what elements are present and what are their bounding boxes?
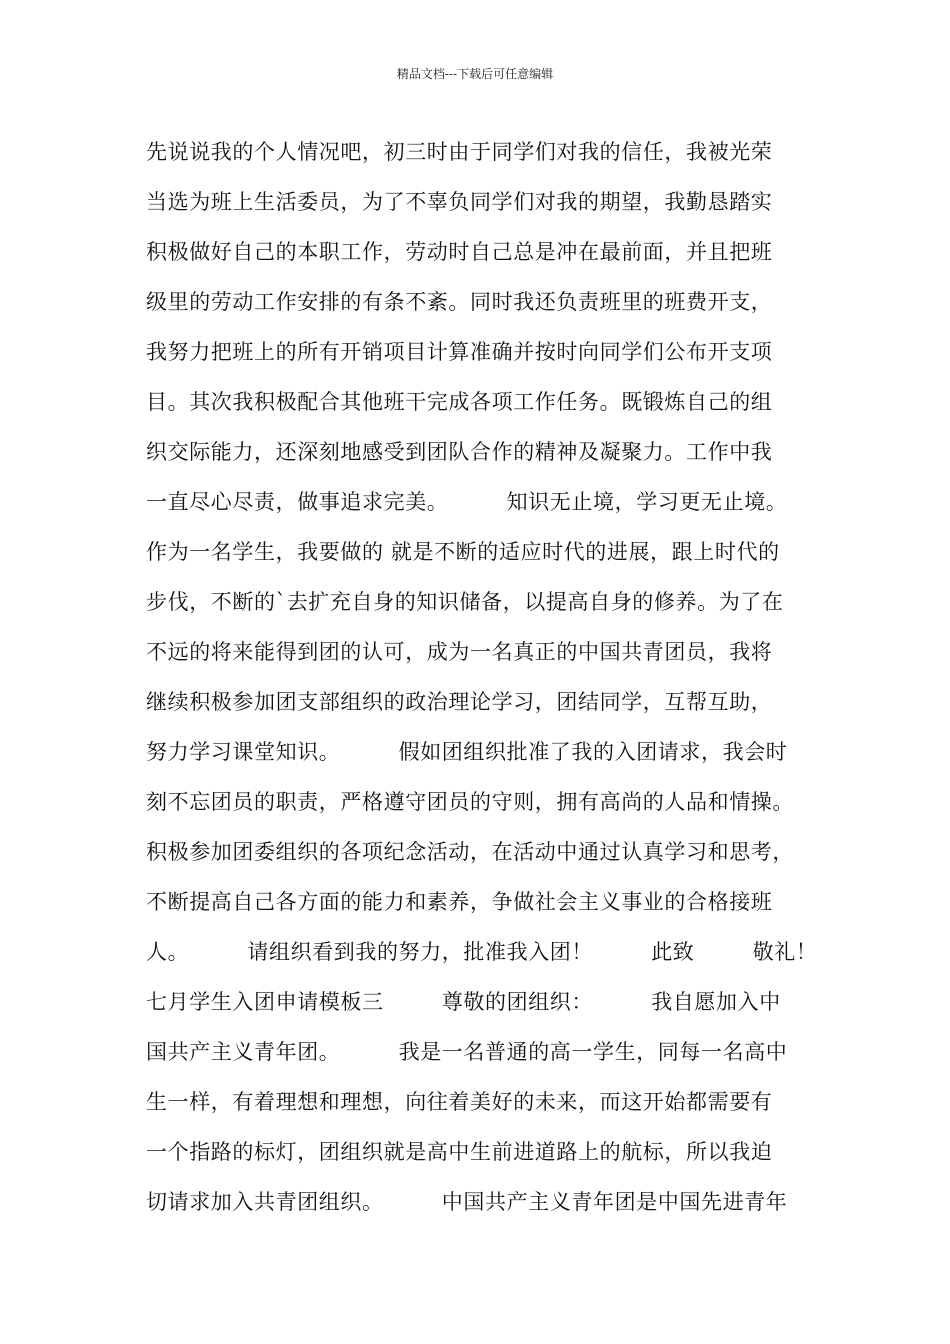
text-line: 切请求加入共青团组织。 中国共产主义青年团是中国先进青年 <box>146 1190 788 1214</box>
text-line: 一直尽心尽责，做事追求完美。 知识无止境，学习更无止境。 <box>146 490 788 514</box>
text-line: 努力学习课堂知识。 假如团组织批准了我的入团请求，我会时 <box>146 740 788 764</box>
text-line: 不远的将来能得到团的认可，成为一名真正的中国共青团员，我将 <box>146 640 773 664</box>
body-text <box>146 134 816 1234</box>
text-line: 当选为班上生活委员，为了不辜负同学们对我的期望，我勤恳踏实 <box>146 190 773 214</box>
text-line: 刻不忘团员的职责，严格遵守团员的守则，拥有高尚的人品和情操。 <box>146 790 794 814</box>
text-line: 作为一名学生，我要做的 就是不断的适应时代的进展，跟上时代的 <box>146 540 780 564</box>
text-line: 级里的劳动工作安排的有条不紊。同时我还负责班里的班费开支， <box>146 290 773 314</box>
text-line: 国共产主义青年团。 我是一名普通的高一学生，同每一名高中 <box>146 1040 788 1064</box>
text-line: 继续积极参加团支部组织的政治理论学习，团结同学，互帮互助， <box>146 690 773 714</box>
page-header: 精品文档---下载后可任意编辑 <box>396 67 554 81</box>
text-line: 积极参加团委组织的各项纪念活动，在活动中通过认真学习和思考， <box>146 840 794 864</box>
text-line: 一个指路的标灯，团组织就是高中生前进道路上的航标，所以我迫 <box>146 1140 773 1164</box>
text-line: 我努力把班上的所有开销项目计算准确并按时向同学们公布开支项 <box>146 340 773 364</box>
text-line: 织交际能力，还深刻地感受到团队合作的精神及凝聚力。工作中我 <box>146 440 773 464</box>
text-line: 目。其次我积极配合其他班干完成各项工作任务。既锻炼自己的组 <box>146 390 773 414</box>
text-line: 步伐，不断的`去扩充自身的知识储备，以提高自身的修养。为了在 <box>146 590 784 614</box>
text-line: 先说说我的个人情况吧，初三时由于同学们对我的信任，我被光荣 <box>146 140 773 164</box>
text-line: 生一样，有着理想和理想，向往着美好的未来，而这开始都需要有 <box>146 1090 773 1114</box>
text-line: 人。 请组织看到我的努力，批准我入团！ 此致 敬礼！ <box>146 940 818 964</box>
text-line: 七月学生入团申请模板三 尊敬的团组织： 我自愿加入中 <box>146 990 781 1014</box>
text-line: 不断提高自己各方面的能力和素养，争做社会主义事业的合格接班 <box>146 890 773 914</box>
text-line: 积极做好自己的本职工作，劳动时自己总是冲在最前面，并且把班 <box>146 240 773 264</box>
